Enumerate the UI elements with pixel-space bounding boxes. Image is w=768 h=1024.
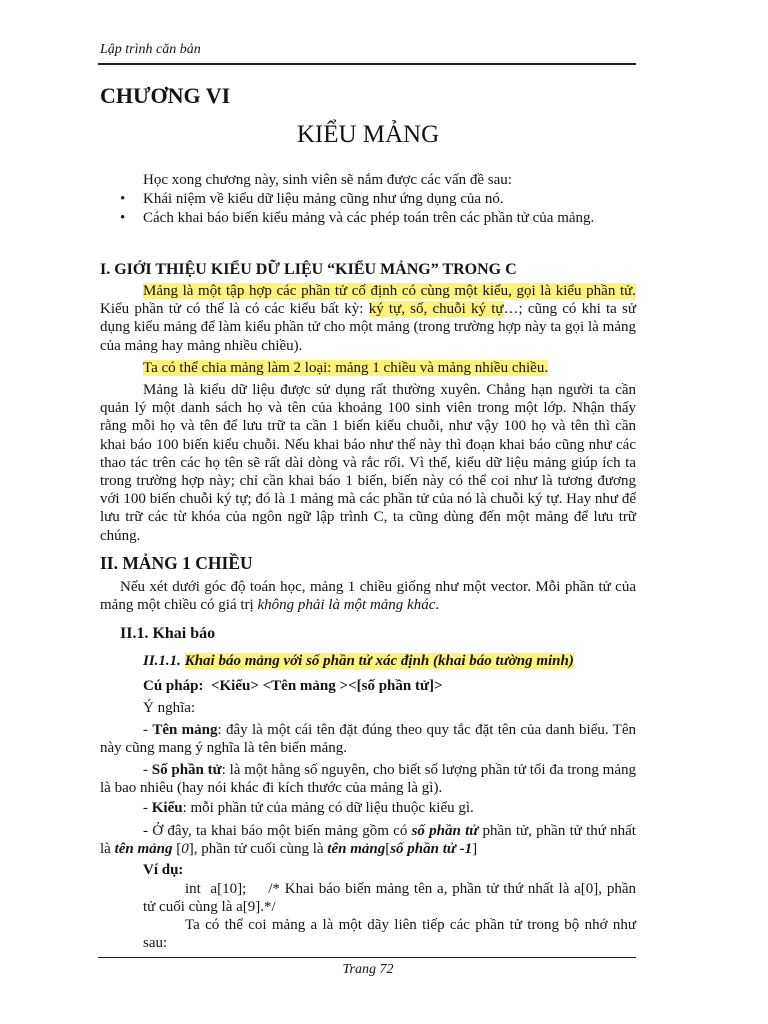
subsubsection-title: Khai báo mảng với số phần tử xác định (khai báo tường minh)	[184, 653, 574, 669]
page-number: Trang 72	[342, 962, 394, 977]
paragraph-text: …; cũng có khi ta sử dụng kiểu mảng để làm kiểu phần tử cho một mảng (trong trường hợp này ta gọi là mảng của mảng hay mảng nhiều chiều).	[100, 301, 636, 354]
item-text: [	[385, 841, 391, 858]
footer-rule	[98, 957, 636, 958]
example-note: Ta có thể coi mảng a là một dãy liên tiếp các phần tử trong bộ nhớ như sau:	[143, 917, 636, 952]
objective-text: Khái niệm về kiểu dữ liệu mảng cũng như ứng dụng của nó.	[143, 191, 504, 207]
meaning-item	[100, 799, 636, 817]
meaning-label: Ý nghĩa:	[143, 700, 196, 716]
code-comment: /* Khai báo biến mảng tên a, phần tử thứ nhất là a[0], phần tử cuối cùng là a[9].*/	[143, 881, 637, 916]
example-label: Ví dụ:	[143, 862, 184, 878]
header-rule	[98, 63, 636, 65]
item-text: - Ở đây, ta khai báo một biến mảng gồm có	[143, 823, 412, 839]
item-term: tên mảng	[114, 841, 173, 858]
section-heading: II. MẢNG 1 CHIỀU	[100, 553, 253, 573]
paragraph-definition	[100, 282, 636, 355]
subsubsection-heading	[143, 651, 636, 671]
bullet-icon	[120, 209, 143, 227]
paragraph-text: .	[435, 597, 440, 614]
example-code	[143, 880, 636, 916]
item-index: 0	[181, 841, 189, 858]
paragraph-text: Kiểu phần tử có thể là có các kiểu bất kỳ:	[100, 301, 369, 318]
meaning-item	[100, 822, 636, 858]
highlighted-types: ký tự, số, chuỗi ký tự	[368, 301, 504, 318]
header-title: Lập trình căn bản	[100, 42, 201, 57]
item-text: : là một hằng số nguyên, cho biết số lượng phần tử tối đa trong mảng là bao nhiêu (hay nói khác đi kích thước của mảng là gì).	[100, 762, 637, 797]
paragraph-one-dimension	[100, 578, 636, 614]
highlighted-definition: Mảng là một tập hợp các phần tử cố định có cùng một kiểu, gọi là kiểu phần tử.	[143, 283, 636, 299]
item-text: : mỗi phần tử của mảng có dữ liệu thuộc kiểu gì.	[182, 800, 474, 816]
chapter-label: CHƯƠNG VI	[100, 83, 231, 108]
chapter-title: KIỂU MẢNG	[296, 121, 440, 148]
item-term: Kiểu	[151, 800, 183, 816]
item-dash: -	[143, 800, 152, 816]
item-term: tên mảng	[327, 841, 386, 858]
bullet-icon	[120, 190, 143, 208]
item-term: số phần tử -1	[390, 841, 473, 858]
item-term: số phần tử	[411, 823, 479, 839]
highlighted-array-kinds: Ta có thể chia mảng làm 2 loại: mảng 1 chiều và mảng nhiều chiều.	[143, 360, 549, 376]
item-term: Tên mảng	[152, 722, 218, 738]
emphasis-text: không phải là một mảng khác	[257, 597, 436, 614]
item-text: phần tử, phần tử thứ nhất là	[100, 823, 636, 858]
meaning-item	[100, 761, 636, 797]
paragraph-text: Nếu xét dưới góc độ toán học, mảng 1 chiều giống như một vector. Mỗi phần tử của mảng một chiều có giá trị	[100, 579, 636, 614]
code-statement: int a[10];	[185, 881, 247, 897]
item-text: [	[172, 841, 182, 858]
item-dash: -	[143, 762, 152, 778]
subsection-heading: II.1. Khai báo	[120, 625, 216, 642]
item-dash: -	[143, 722, 153, 738]
item-term: Số phần tử	[151, 762, 222, 778]
item-text: : đây là một cái tên đặt đúng theo quy tắc đặt tên của danh biểu. Tên này cũng mang ý nghĩa là tên biến mảng.	[100, 722, 636, 757]
subsubsection-number: II.1.1.	[143, 653, 181, 669]
meaning-item	[100, 721, 636, 757]
objective-item	[120, 190, 636, 208]
item-text: ], phần tử cuối cùng là	[188, 841, 328, 858]
syntax-line: Cú pháp: <Kiểu> <Tên mảng ><[số phần tử]>	[143, 678, 443, 694]
running-header	[100, 42, 201, 58]
item-text: ]	[472, 841, 478, 858]
section-heading: I. GIỚI THIỆU KIỂU DỮ LIỆU “KIỂU MẢNG” TRONG C	[100, 261, 517, 278]
objective-text: Cách khai báo biến kiểu mảng và các phép toán trên các phần tử của mảng.	[143, 210, 595, 226]
objective-item	[120, 209, 636, 227]
intro-lead: Học xong chương này, sinh viên sẽ nắm được các vấn đề sau:	[143, 172, 512, 188]
paragraph-array-kinds	[100, 359, 636, 377]
paragraph-motivation: Mảng là kiểu dữ liệu được sử dụng rất thường xuyên. Chẳng hạn người ta cần quản lý một danh sách họ và tên của khoảng 100 sinh viên trong một lớp. Nhận thấy rằng mỗi họ và tên để lưu trữ ta cần 1 biến kiểu chuỗi, như vậy 100 họ và tên thì cần khai báo 100 biến kiểu chuỗi. Nếu khai báo như thế này thì đoạn khai báo cũng như các thao tác trên các họ tên sẽ rất dài dòng và rắc rối. Vì thế, kiểu dữ liệu mảng giúp ích ta trong trường hợp này; chỉ cần khai báo 1 biến, biến này có thể coi như là tương đương với 100 biến chuỗi ký tự; đó là 1 mảng mà các phần tử của nó là chuỗi ký tự. Hay như để lưu trữ các từ khóa của ngôn ngữ lập trình C, ta cũng dùng đến một mảng để lưu trữ chúng.	[100, 382, 636, 544]
